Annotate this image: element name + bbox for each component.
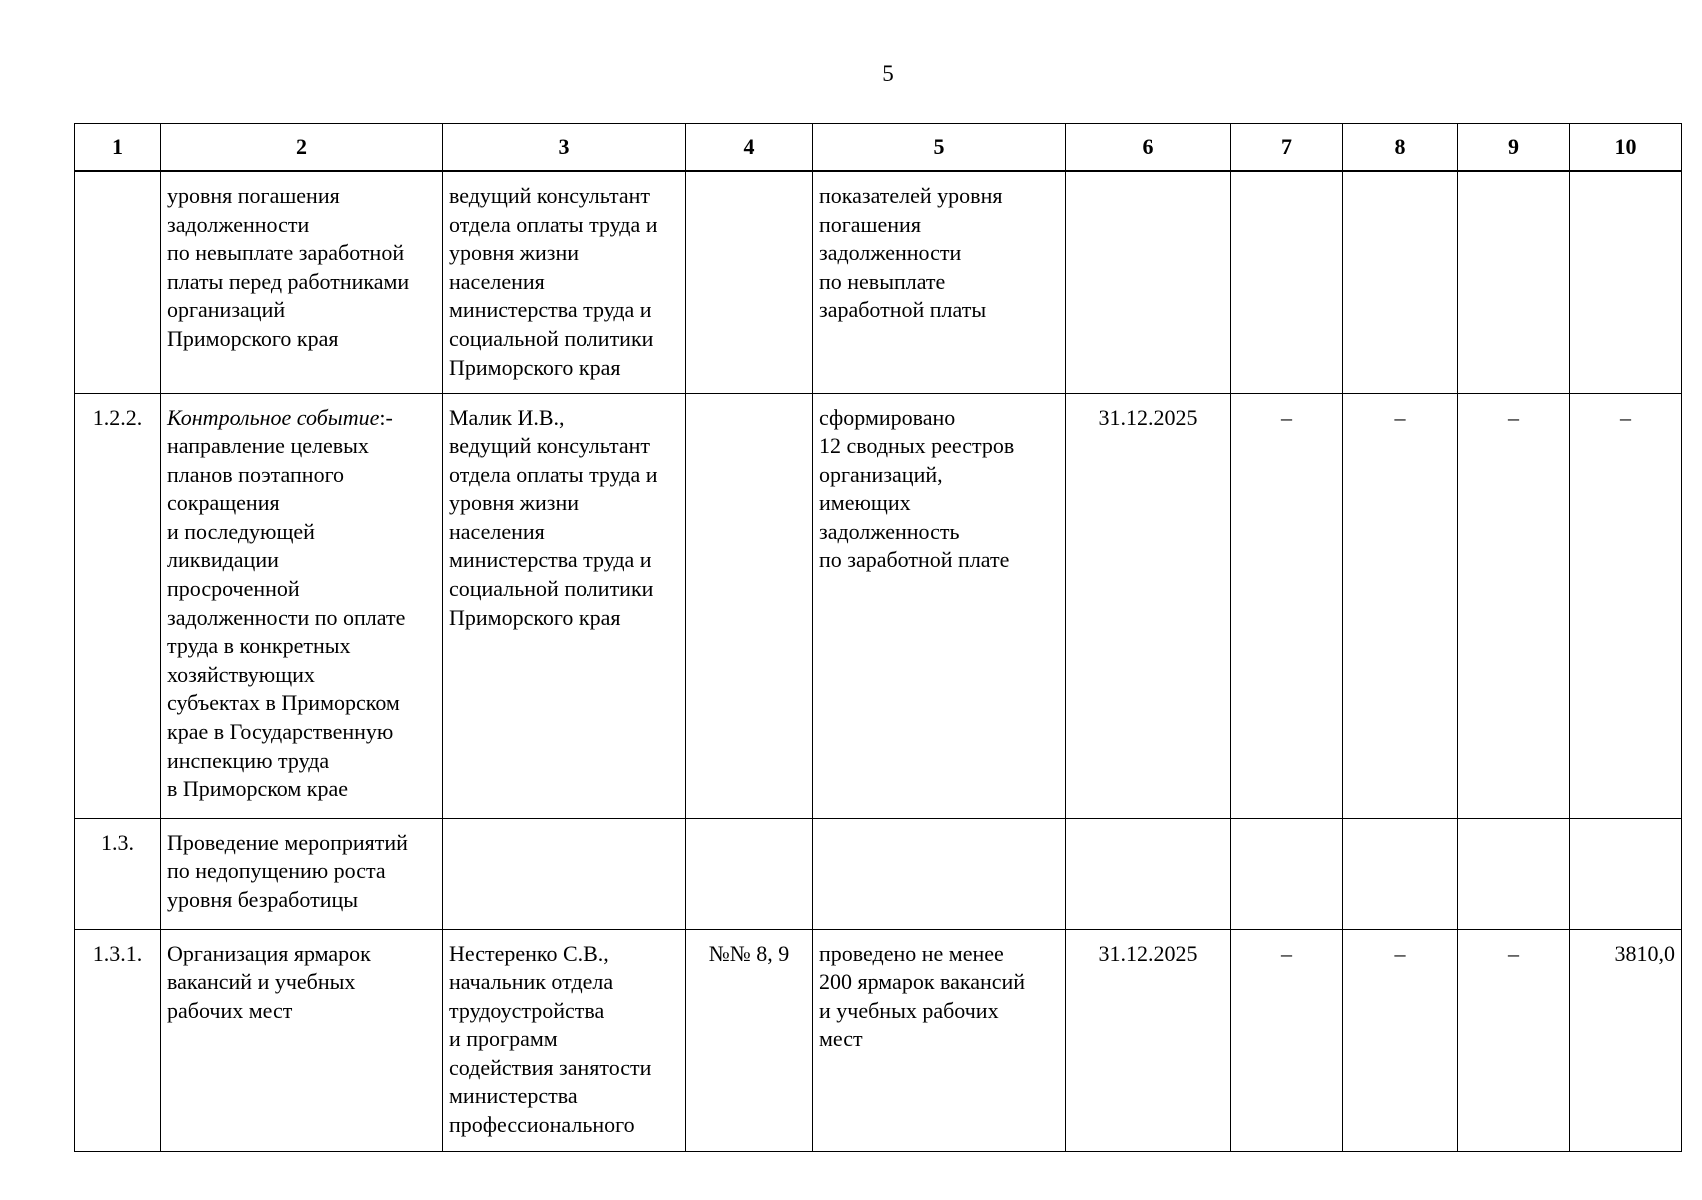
value-col-8: – xyxy=(1343,393,1458,818)
link-reference xyxy=(686,393,813,818)
value-col-7: – xyxy=(1231,929,1343,1151)
value-col-7 xyxy=(1231,818,1343,929)
deadline-date: 31.12.2025 xyxy=(1066,393,1231,818)
event-name: Проведение мероприятий по недопущению роста уровня безработицы xyxy=(161,818,443,929)
deadline-date xyxy=(1066,818,1231,929)
value-col-9 xyxy=(1458,818,1570,929)
table-row xyxy=(75,929,1682,1151)
value-col-9: – xyxy=(1458,393,1570,818)
value-col-7: – xyxy=(1231,393,1343,818)
header-cell: 6 xyxy=(1066,124,1231,172)
event-name: уровня погашения задолженности по невыплате заработной платы перед работниками организаций Приморского края xyxy=(161,171,443,393)
table-row xyxy=(75,393,1682,818)
row-number: 1.2.2. xyxy=(75,393,161,818)
header-cell: 1 xyxy=(75,124,161,172)
value-col-8: – xyxy=(1343,929,1458,1151)
value-col-10 xyxy=(1570,818,1682,929)
row-number: 1.3. xyxy=(75,818,161,929)
responsible-person: Нестеренко С.В., начальник отдела трудоустройства и программ содействия занятости министерства профессионального xyxy=(443,929,686,1151)
control-event-label: Контрольное событие xyxy=(167,404,380,430)
event-name xyxy=(161,393,443,818)
header-cell: 10 xyxy=(1570,124,1682,172)
link-reference xyxy=(686,171,813,393)
event-name: Организация ярмарок вакансий и учебных рабочих мест xyxy=(161,929,443,1151)
expected-result: показателей уровня погашения задолженности по невыплате заработной платы xyxy=(813,171,1066,393)
row-number xyxy=(75,171,161,393)
value-col-10 xyxy=(1570,171,1682,393)
table-row xyxy=(75,171,1682,393)
header-cell: 4 xyxy=(686,124,813,172)
header-cell: 5 xyxy=(813,124,1066,172)
expected-result: сформировано 12 сводных реестров организаций, имеющих задолженность по заработной плате xyxy=(813,393,1066,818)
value-col-10: 3810,0 xyxy=(1570,929,1682,1151)
header-cell: 8 xyxy=(1343,124,1458,172)
header-cell: 9 xyxy=(1458,124,1570,172)
expected-result xyxy=(813,818,1066,929)
row-number: 1.3.1. xyxy=(75,929,161,1151)
responsible-person xyxy=(443,818,686,929)
page-number: 5 xyxy=(882,61,894,86)
header-row xyxy=(75,124,1682,172)
value-col-9: – xyxy=(1458,929,1570,1151)
header-cell: 3 xyxy=(443,124,686,172)
event-name-text: :- направление целевых планов поэтапного сокращения и последующей ликвидации просроченной задолженности по оплате труда в конкретных хозяйствующих субъектах в Приморском крае в Государственную инспекцию труда в Приморском крае xyxy=(167,404,406,802)
plan-table xyxy=(74,123,1682,1152)
responsible-person: Малик И.В., ведущий консультант отдела оплаты труда и уровня жизни населения министерства труда и социальной политики Приморского края xyxy=(443,393,686,818)
value-col-8 xyxy=(1343,171,1458,393)
deadline-date: 31.12.2025 xyxy=(1066,929,1231,1151)
value-col-8 xyxy=(1343,818,1458,929)
link-reference xyxy=(686,818,813,929)
responsible-person: ведущий консультант отдела оплаты труда и уровня жизни населения министерства труда и социальной политики Приморского края xyxy=(443,171,686,393)
header-cell: 7 xyxy=(1231,124,1343,172)
table-row xyxy=(75,818,1682,929)
value-col-10: – xyxy=(1570,393,1682,818)
value-col-7 xyxy=(1231,171,1343,393)
link-reference: №№ 8, 9 xyxy=(686,929,813,1151)
value-col-9 xyxy=(1458,171,1570,393)
expected-result: проведено не менее 200 ярмарок вакансий и учебных рабочих мест xyxy=(813,929,1066,1151)
header-cell: 2 xyxy=(161,124,443,172)
deadline-date xyxy=(1066,171,1231,393)
